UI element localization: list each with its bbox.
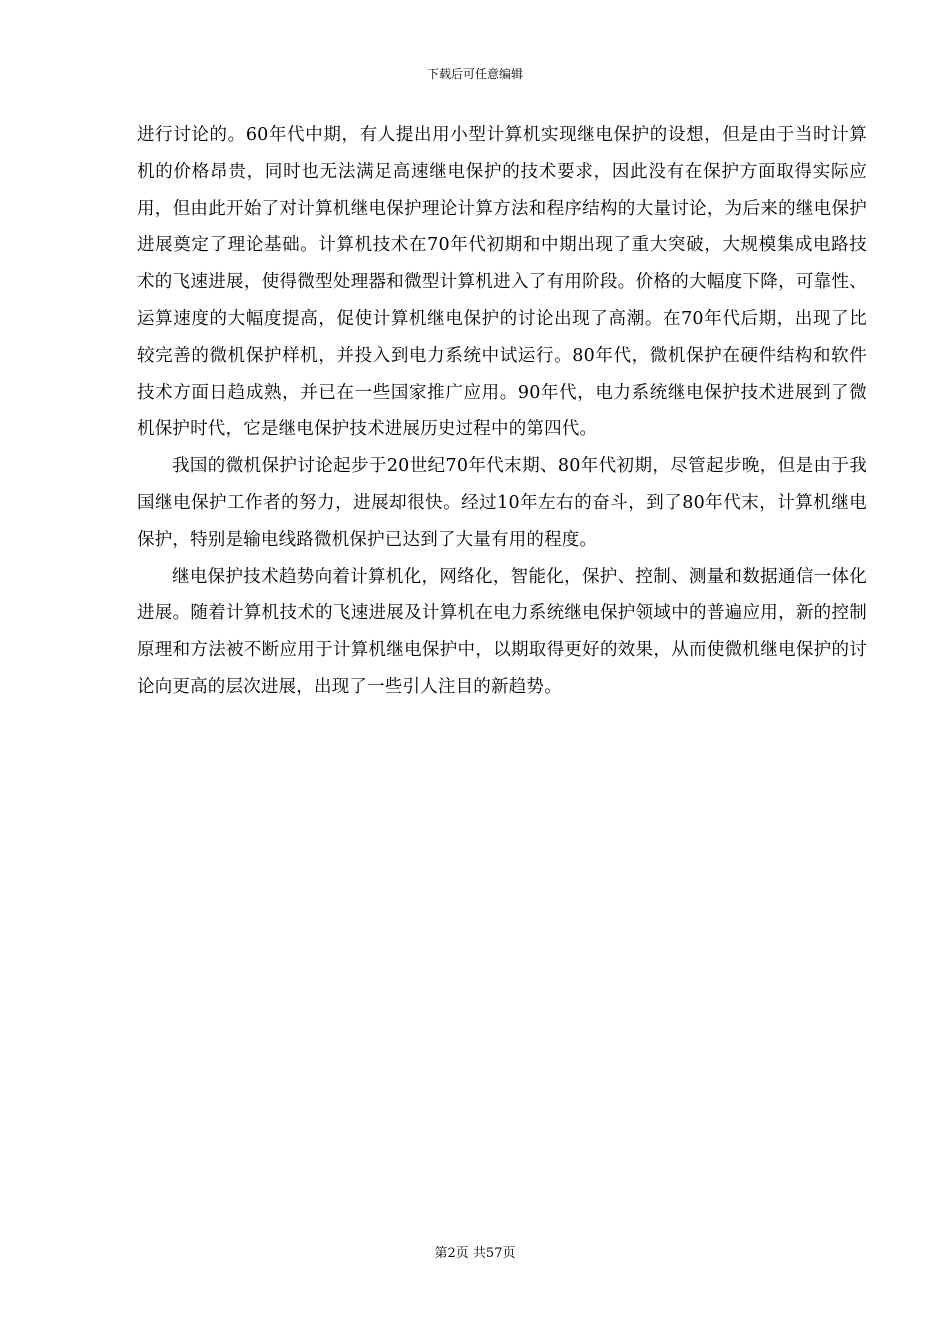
document-body <box>137 117 867 706</box>
page-header: 下载后可任意编辑 <box>426 67 523 81</box>
paragraph-trends: 继电保护技术趋势向着计算机化，网络化，智能化，保护、控制、测量和数据通信一体化进展。随着计算机技术的飞速进展及计算机在电力系统继电保护领域中的普遍应用，新的控制原理和方法被不断应用于计算机继电保护中，以期取得更好的效果，从而使微机继电保护的讨论向更高的层次进展，出现了一些引人注目的新趋势。 <box>137 566 867 697</box>
page-footer: 第2页 共57页 <box>434 1246 516 1261</box>
paragraph-china-research: 我国的微机保护讨论起步于20世纪70年代末期、80年代初期，尽管起步晚，但是由于我国继电保护工作者的努力，进展却很快。经过10年左右的奋斗，到了80年代末，计算机继电保护，特别是输电线路微机保护已达到了大量有用的程度。 <box>137 456 867 550</box>
paragraph-continued: 进行讨论的。60年代中期，有人提出用小型计算机实现继电保护的设想，但是由于当时计算机的价格昂贵，同时也无法满足高速继电保护的技术要求，因此没有在保护方面取得实际应用，但由此开始了对计算机继电保护理论计算方法和程序结构的大量讨论，为后来的继电保护进展奠定了理论基础。计算机技术在70年代初期和中期出现了重大突破，大规模集成电路技术的飞速进展，使得微型处理器和微型计算机进入了有用阶段。价格的大幅度下降，可靠性、运算速度的大幅度提高，促使计算机继电保护的讨论出现了高潮。在70年代后期，出现了比较完善的微机保护样机，并投入到电力系统中试运行。80年代，微机保护在硬件结构和软件技术方面日趋成熟，并已在一些国家推广应用。90年代，电力系统继电保护技术进展到了微机保护时代，它是继电保护技术进展历史过程中的第四代。 <box>137 125 867 440</box>
